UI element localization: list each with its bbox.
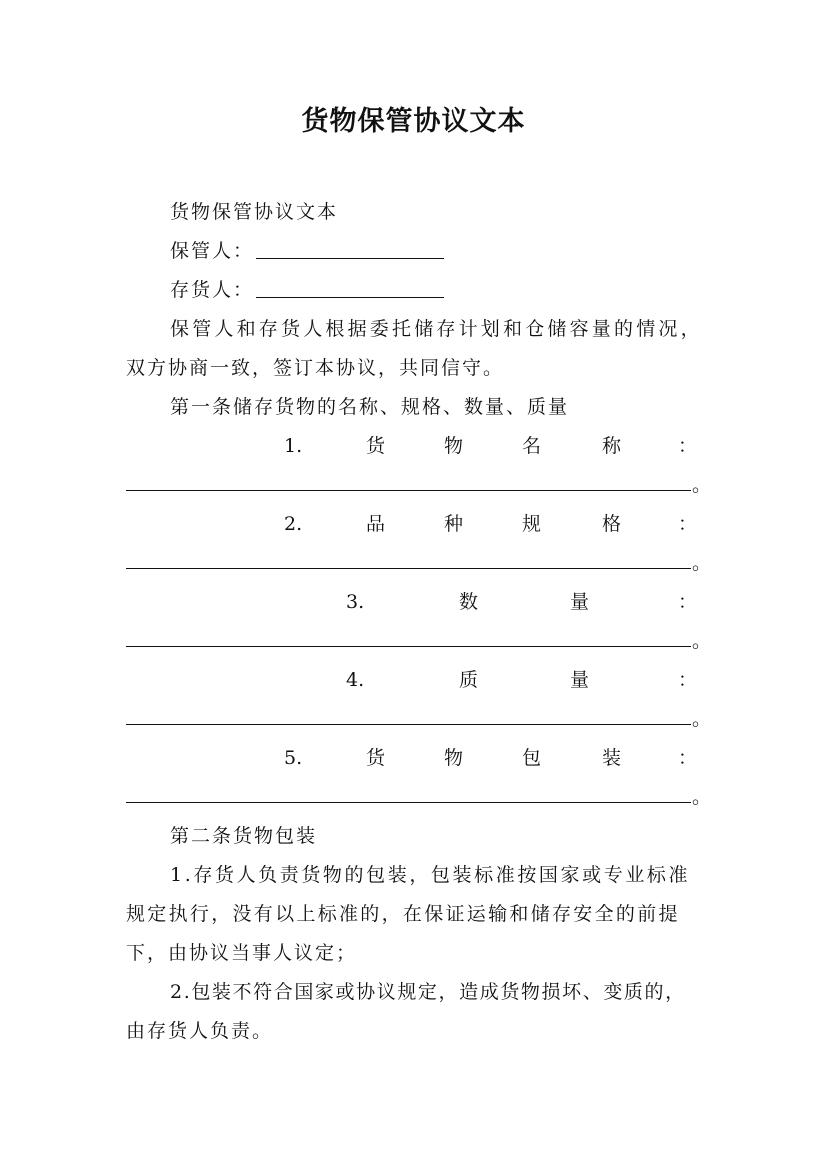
fill-underline xyxy=(126,724,691,725)
fill-period: 。 xyxy=(692,786,712,808)
fill-period: 。 xyxy=(692,474,712,496)
fill-row-1 xyxy=(126,466,712,505)
keeper-blank xyxy=(256,236,444,259)
item-char: 装 xyxy=(602,747,622,769)
fill-row-3 xyxy=(126,622,712,661)
article2-para1-line1: 1.存货人负责货物的包装，包装标准按国家或专业标准 xyxy=(170,864,691,886)
fill-period: 。 xyxy=(692,630,712,652)
item-colon: ： xyxy=(678,747,698,769)
item-row-4 xyxy=(126,661,701,700)
item-char: 品 xyxy=(366,513,386,535)
fill-underline xyxy=(126,568,691,569)
keeper-label: 保管人： xyxy=(170,240,255,262)
subtitle-line: 货物保管协议文本 xyxy=(170,201,339,223)
item-colon: ： xyxy=(678,435,698,457)
item-char: 规 xyxy=(522,513,542,535)
depositor-line xyxy=(170,271,444,310)
item-char: 货 xyxy=(366,435,386,457)
fill-row-2 xyxy=(126,544,712,583)
item-colon: ： xyxy=(678,669,698,691)
fill-underline xyxy=(126,802,691,803)
item-number: 5. xyxy=(284,747,303,769)
item-number: 1. xyxy=(284,435,303,457)
item-colon: ： xyxy=(678,513,698,535)
article2-heading: 第二条货物包装 xyxy=(170,825,318,847)
depositor-blank xyxy=(256,275,444,298)
keeper-line xyxy=(170,232,444,271)
item-char: 格 xyxy=(602,513,622,535)
intro-line-1: 保管人和存货人根据委托储存计划和仓储容量的情况， xyxy=(170,318,703,340)
article2-para2-line1: 2.包装不符合国家或协议规定，造成货物损坏、变质的， xyxy=(170,981,686,1003)
depositor-label: 存货人： xyxy=(170,279,255,301)
article2-para2-line2: 由存货人负责。 xyxy=(126,1020,274,1042)
item-char: 量 xyxy=(570,591,590,613)
item-char: 质 xyxy=(459,669,479,691)
document-title: 货物保管协议文本 xyxy=(301,106,526,137)
fill-row-5 xyxy=(126,778,712,817)
item-char: 量 xyxy=(570,669,590,691)
fill-row-4 xyxy=(126,700,712,739)
item-char: 物 xyxy=(444,435,464,457)
fill-period: 。 xyxy=(692,708,712,730)
fill-underline xyxy=(126,646,691,647)
item-char: 货 xyxy=(366,747,386,769)
item-char: 名 xyxy=(522,435,542,457)
item-char: 包 xyxy=(522,747,542,769)
article1-heading: 第一条储存货物的名称、规格、数量、质量 xyxy=(170,396,570,418)
item-row-5 xyxy=(126,739,701,778)
fill-period: 。 xyxy=(692,552,712,574)
article2-para1-line2: 规定执行，没有以上标准的，在保证运输和储存安全的前提 xyxy=(126,903,680,925)
article2-para1-line3: 下，由协议当事人议定； xyxy=(126,942,358,964)
fill-underline xyxy=(126,490,691,491)
item-row-3 xyxy=(126,583,701,622)
item-char: 物 xyxy=(444,747,464,769)
item-row-2 xyxy=(126,505,701,544)
item-number: 2. xyxy=(284,513,303,535)
item-char: 数 xyxy=(459,591,479,613)
item-row-1 xyxy=(126,427,701,466)
item-char: 称 xyxy=(602,435,622,457)
intro-line-2: 双方协商一致，签订本协议，共同信守。 xyxy=(126,357,505,379)
item-number: 4. xyxy=(346,669,365,691)
item-char: 种 xyxy=(444,513,464,535)
item-number: 3. xyxy=(346,591,365,613)
item-colon: ： xyxy=(678,591,698,613)
